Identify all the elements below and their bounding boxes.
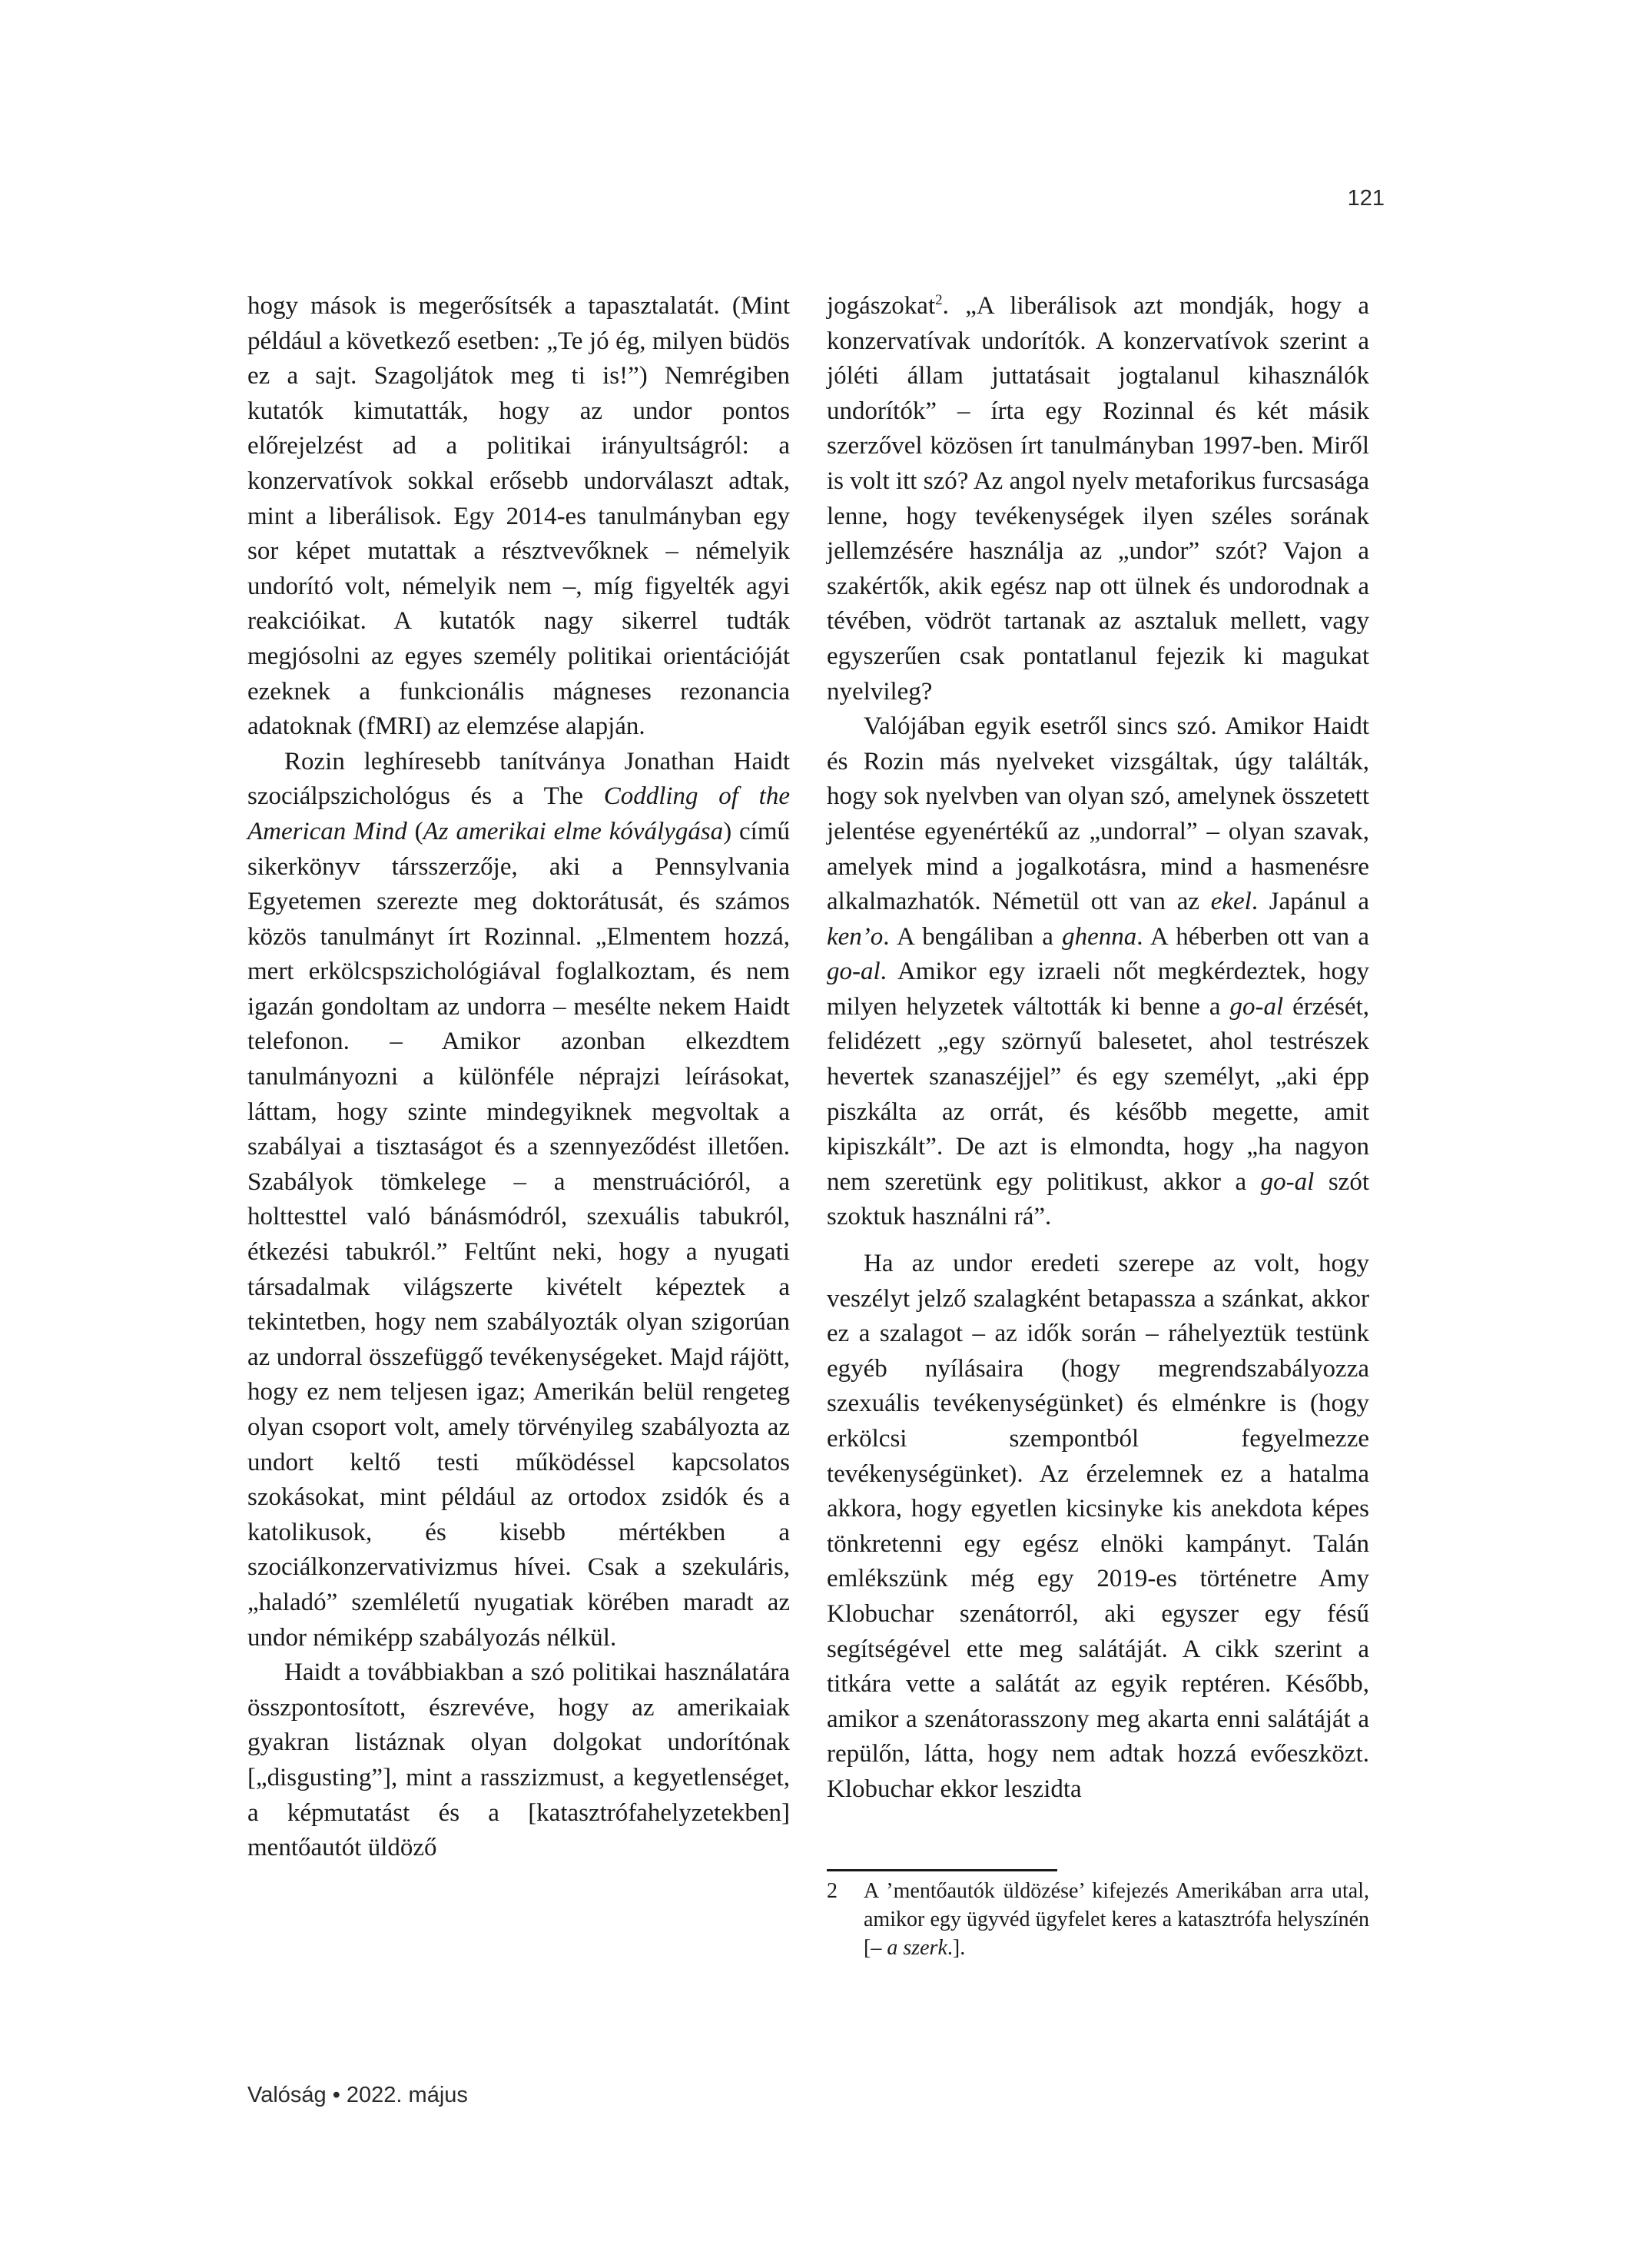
left-column [247,289,790,1866]
paragraph: Ha az undor eredeti szerepe az volt, hogy veszélyt jelző szalagként betapassza a szánkat, akkor ez a szalagot – az idők során – ráhelyeztük testünk egyéb nyílásaira (hogy megrendszabályozza szexuális tevékenységünket) és elménkre is (hogy erkölcsi szempontból fegyelmezze tevékenységünket). Az érzelemnek ez a hatalma akkora, hogy egyetlen kicsinyke kis anekdota képes tönkretenni egy egész elnöki kampányt. Talán emlékszünk még egy 2019-es történetre Amy Klobuchar szenátorról, aki egyszer egy fésű segítségével ette meg salátáját. A cikk szerint a titkára vette a salátát az egyik reptéren. Később, amikor a szenátorasszony meg akarta enni salátáját a repülőn, látta, hogy nem adtak hozzá evőeszközt. Klobuchar ekkor leszidta [827,1250,1369,1803]
paragraph: jogászokat$^2$. „A liberálisok azt mondják, hogy a konzervatívak undorítók. A konzervatívok szerint a jóléti állam juttatásait jogtalanul kihasználók undorítók” – írta egy Rozinnal és két másik szerzővel közösen írt tanulmányban 1997-ben. Miről is volt itt szó? Az angol nyelv metaforikus furcsasága lenne, hogy tevékenységek ilyen széles sorának jellemzésére használja az „undor” szót? Vajon a szakértők, akik egész nap ott ülnek és undorodnak a tévében, vödröt tartanak az asztaluk mellett, vagy egyszerűen csak pontatlanul fejezik ki magukat nyelvileg? [827,292,1369,706]
book-title: Coddling of the American Mind [247,782,790,845]
footnote-divider [827,1869,1057,1871]
paragraph: Rozin leghíresebb tanítványa Jonathan Haidt szociálpszichológus és a The Coddling of the American Mind (Az amerikai elme kóválygása) című sikerkönyv társszerzője, aki a Pennsylvania Egyetemen szerezte meg doktorátusát, és számos közös tanulmányt írt Rozinnal. „Elmentem hozzá, mert erkölcspszichológiával foglalkoztam, és nem igazán gondoltam az undorra – mesélte nekem Haidt telefonon. – Amikor azonban elkezdtem tanulmányozni a különféle néprajzi leírásokat, láttam, hogy szinte mindegyiknek megvoltak a szabályai a tisztaságot és a szennyeződést illetően. Szabályok tömkelege – a menstruációról, a holttesttel való bánásmódról, szexuális tabukról, étkezési tabukról.” Feltűnt neki, hogy a nyugati társadalmak világszerte kivételt képeztek a tekintetben, hogy nem szabályozták olyan szigorúan az undorral összefüggő tevékenységeket. Majd rájött, hogy ez nem teljesen igaz; Amerikán belül rengeteg olyan csoport volt, amely törvényileg szabályozta az undort keltő testi működéssel kapcsolatos szokásokat, mint például az ortodox zsidók és a katolikusok, és kisebb mértékben a szociálkonzervativizmus hívei. Csak a szekuláris, „haladó” szemléletű nyugatiak körében maradt az undor némiképp szabályozás nélkül. [247,747,790,1652]
footer-publication: Valóság • 2022. május [247,2083,468,2107]
foreign-word: go-al [827,958,881,986]
footnote [827,1877,1369,1962]
footnote-number: 2 [827,1879,838,1903]
foreign-word: go-al [1229,992,1284,1021]
paragraph: Haidt a továbbiakban a szó politikai használatára összpontosított, észrevéve, hogy az amerikaiak gyakran listáznak olyan dolgokat undorítónak [„disgusting”], mint a rasszizmust, a kegyetlenséget, a képmutatást és a [katasztrófahelyzetekben] mentőautót üldöző [247,1659,790,1862]
paragraph: hogy mások is megerősítsék a tapasztalatát. (Mint például a következő esetben: „Te jó ég, milyen büdös ez a sajt. Szagoljátok meg ti is!”) Nemrégiben kutatók kimutatták, hogy az undor pontos előrejelzést ad a politikai irányultságról: a konzervatívok sokkal erősebb undorválaszt adtak, mint a liberálisok. Egy 2014-es tanulmányban egy sor képet mutattak a résztvevőknek – némelyik undorító volt, némelyik nem –, míg figyelték agyi reakcióikat. A kutatók nagy sikerrel tudták megjósolni az egyes személy politikai orientációját ezeknek a funkcionális mágneses rezonancia adatoknak (fMRI) az elemzése alapján. [247,292,790,741]
footnote-reference[interactable]: 2 [935,292,943,308]
paragraph: Valójában egyik esetről sincs szó. Amikor Haidt és Rozin más nyelveket vizsgáltak, úgy találták, hogy sok nyelvben van olyan szó, amelynek összetett jelentése egyenértékű az „undorral” – olyan szavak, amelyek mind a jogalkotásra, mind a hasmenésre alkalmazhatók. Németül ott van az ekel. Japánul a ken’o. A bengáliban a ghenna. A héberben ott van a go-al. Amikor egy izraeli nőt megkérdeztek, hogy milyen helyzetek váltották ki benne a go-al érzését, felidézett „egy szörnyű balesetet, ahol testrészek hevertek szanaszéjjel” és egy személyt, „aki épp piszkálta az orrát, és később megette, amit kipiszkált”. De azt is elmondta, hogy „ha nagyon nem szeretünk egy politikust, akkor a go-al szót szoktuk használni rá”. [827,712,1370,1231]
footnote-text: A ’mentőautók üldözése’ kifejezés Amerikában arra utal, amikor egy ügyvéd ügyfelet keres a katasztrófa helyszínén [– a szerk.]. [864,1879,1369,1960]
book-title-hungarian: Az amerikai elme kóválygása [423,817,724,845]
foreign-word: go-al [1260,1167,1315,1196]
page-number: 121 [1347,186,1385,211]
foreign-word: ekel [1210,888,1252,916]
foreign-word: ken’o [827,922,884,951]
right-column [827,289,1369,1808]
foreign-word: ghenna [1062,922,1137,951]
